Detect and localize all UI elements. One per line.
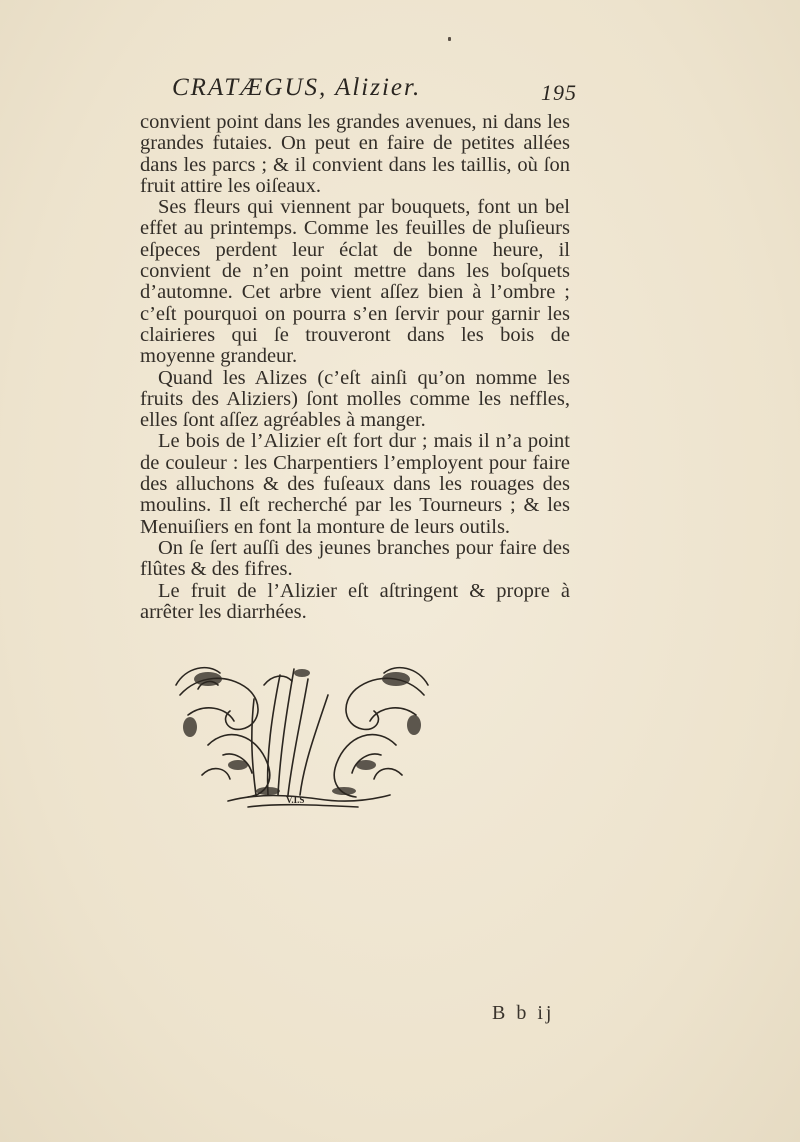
page-number: 195 [541, 80, 577, 105]
page-header [172, 74, 577, 110]
engraved-vignette [168, 655, 436, 815]
signature-mark: B b ij [492, 1002, 555, 1024]
body-text [140, 112, 570, 623]
running-title: CRATÆGUS, Alizier. [172, 74, 422, 101]
paragraph-4: Le bois de l’Alizier eſt fort dur ; mais il n’a point de couleur : les Charpentiers l’employent pour faire des alluchons & des fuſeaux dans les rouages des moulins. Il eſt recherché par les Tourneurs ; & les Menuiſiers en font la monture de leurs outils. [140, 430, 570, 538]
paragraph-3: Quand les Alizes (c’eſt ainſi qu’on nomme les fruits des Aliziers) ſont molles comme les neffles, elles ſont aſſez agréables à manger. [140, 366, 570, 432]
paragraph-1: convient point dans les grandes avenues, ni dans les grandes futaies. On peut en faire de petites allées dans les parcs ; & il convient dans les taillis, où ſon fruit attire les oiſeaux. [140, 111, 570, 197]
paragraph-2: Ses fleurs qui viennent par bouquets, font un bel effet au printemps. Comme les feuilles de pluſieurs eſpeces perdent leur éclat de bonne heure, il convient de n’en point mettre dans les boſquets d’automne. Cet arbre vient aſſez bien à l’ombre ; c’eſt pourquoi on pourra s’en ſervir pour garnir les clairieres qui ſe trouveront dans les bois de moyenne grandeur. [140, 196, 570, 368]
paragraph-5: On ſe ſert auſſi des jeunes branches pour faire des flûtes & des fifres. [140, 536, 570, 581]
engraver-mark: V.I.S [286, 795, 305, 805]
ink-speck [448, 37, 451, 41]
paragraph-6: Le fruit de l’Alizier eſt aſtringent & propre à arrêter les diarrhées. [140, 579, 570, 623]
